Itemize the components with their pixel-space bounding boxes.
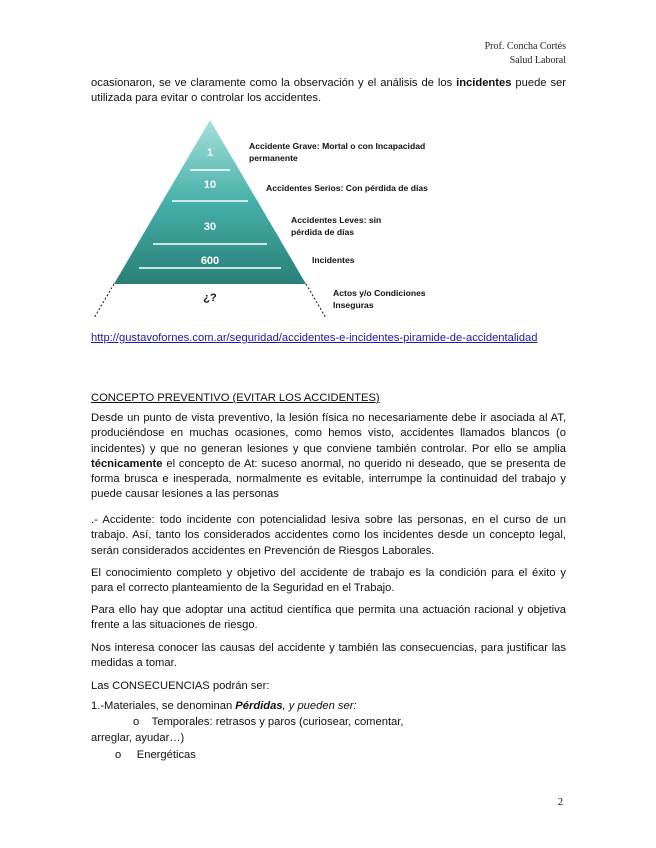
pyramid-value-600: 600 xyxy=(200,255,220,267)
bullet-icon: o xyxy=(133,716,140,728)
pyramid-dashed-right xyxy=(306,284,326,318)
subitem2: Energéticas xyxy=(136,749,196,761)
list-subitem-temporales xyxy=(133,715,404,730)
bullet-icon: o xyxy=(115,749,122,761)
header-subject: Salud Laboral xyxy=(509,55,566,66)
intro-paragraph xyxy=(91,76,566,107)
subitem1-line1: Temporales: retrasos y paros (curiosear, comentar, xyxy=(151,716,404,728)
pyramid-label-incidentes: Incidentes xyxy=(312,255,355,265)
page-number: 2 xyxy=(557,797,563,808)
intro-bold: incidentes xyxy=(456,77,512,89)
pyramid-label-grave: Accidente Grave: Mortal o con Incapacidad permanente xyxy=(249,141,426,163)
pyramid-value-30: 30 xyxy=(203,221,217,233)
paragraph-accident-def: .- Accidente: todo incidente con potencialidad lesiva sobre las personas, en el curso de un trabajo. Así, tanto los considerados accidentes como los incidentes desde un concepto legal, serán considerados accidentes en Prevención de Riesgos Laborales. xyxy=(91,514,566,557)
p1-bold: técnicamente xyxy=(91,457,163,470)
source-paragraph xyxy=(91,331,566,346)
paragraph-causes: Nos interesa conocer las causas del accidente y también las consecuencias, para justificar las medidas a tomar. xyxy=(91,642,566,670)
section-title: CONCEPTO PREVENTIVO (EVITAR LOS ACCIDENTES) xyxy=(91,392,380,404)
pyramid-value-10: 10 xyxy=(203,179,217,191)
p1-text-a: Desde un punto de vista preventivo, la lesión física no necesariamente debe ir asociada al AT, produciéndose en muchas ocasiones, como hemos visto, accidentes llamados blancos (o incidentes) y que no generan lesiones y que conviene también controlar. Por ello se amplia xyxy=(91,412,566,455)
pyramid-label-serios: Accidentes Serios: Con pérdida de días xyxy=(266,183,428,193)
list-subitem-temporales-cont: arreglar, ayudar…) xyxy=(91,732,185,744)
list-item-materials xyxy=(91,699,357,714)
list-subitem-energeticas xyxy=(115,748,196,763)
list-item1-prefix: 1.-Materiales, se denominan xyxy=(91,700,236,712)
list-item1-bold: Pérdidas xyxy=(235,700,283,712)
pyramid-label-actos: Actos y/o Condiciones Inseguras xyxy=(333,288,426,310)
header-author: Prof. Concha Cortés xyxy=(484,41,566,52)
paragraph-consequences: Las CONSECUENCIAS podrán ser: xyxy=(91,680,270,692)
pyramid-label-leves: Accidentes Leves: sin pérdida de días xyxy=(291,215,382,237)
source-link[interactable]: http://gustavofornes.com.ar/seguridad/accidentes-e-incidentes-piramide-de-accidentalidad xyxy=(91,332,538,344)
pyramid-value-unknown: ¿? xyxy=(203,292,217,304)
paragraph-preventive xyxy=(91,411,566,503)
paragraph-attitude: Para ello hay que adoptar una actitud científica que permita una actuación racional y objetiva frente a las situaciones de riesgo. xyxy=(91,604,566,632)
intro-text-b: puede ser utilizada para evitar o controlar los accidentes. xyxy=(91,77,566,105)
page-header xyxy=(485,40,566,68)
intro-text-a: ocasionaron, se ve claramente como la observación y el análisis de los xyxy=(91,77,457,89)
pyramid-value-1: 1 xyxy=(206,147,214,159)
pyramid-dashed-left xyxy=(94,284,114,318)
list-item1-italic: , y pueden ser: xyxy=(282,700,357,712)
p1-text-b: el concepto de At: suceso anormal, no querido ni deseado, que se presenta de forma brusca e inesperada, normalmente es evitable, interrumpe la continuidad del trabajo y puede causar lesiones a las personas xyxy=(91,457,566,501)
paragraph-knowledge: El conocimiento completo y objetivo del accidente de trabajo es la condición para el éxito y para el correcto planteamiento de la Seguridad en el Trabajo. xyxy=(91,567,566,595)
